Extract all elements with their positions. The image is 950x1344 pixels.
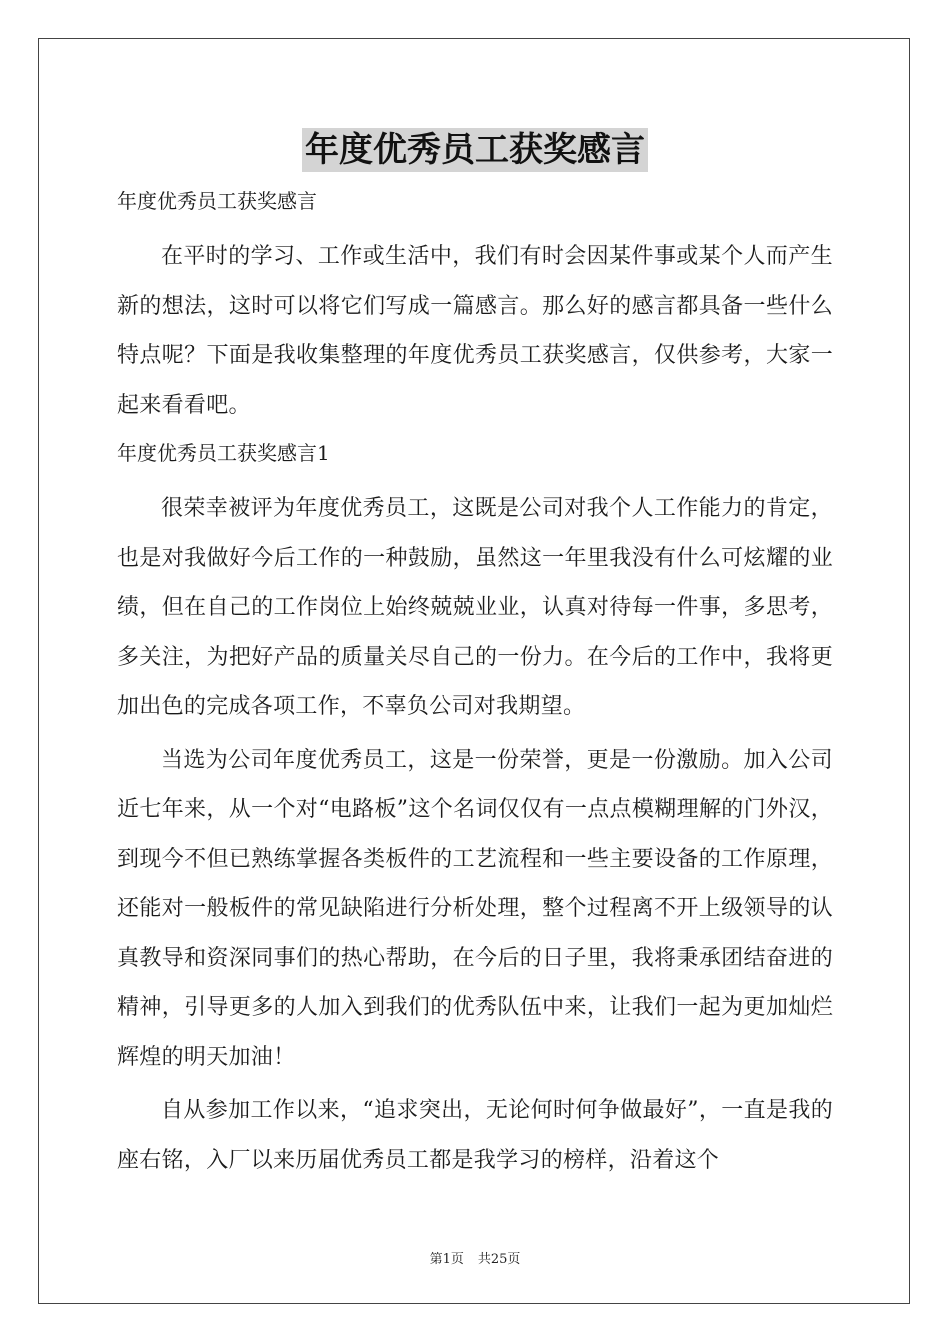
section-heading: 年度优秀员工获奖感言1 [117, 441, 330, 465]
page-number: 第1页 [429, 1252, 464, 1267]
page-footer [0, 1248, 950, 1267]
body-paragraph-3: 自从参加工作以来，“追求突出，无论何时何争做最好”，一直是我的座右铭，入厂以来历届优秀员工都是我学习的榜样，沿着这个 [117, 1098, 833, 1173]
document-subtitle: 年度优秀员工获奖感言 [117, 189, 317, 213]
body-paragraph-2: 当选为公司年度优秀员工，这是一份荣誉，更是一份激励。加入公司近七年来，从一个对“电路板”这个名词仅仅有一点点模糊理解的门外汉，到现今不但已熟练掌握各类板件的工艺流程和一些主要设备的工作原理，还能对一般板件的常见缺陷进行分析处理，整个过程离不开上级领导的认真教导和资深同事们的热心帮助，在今后的日子里，我将秉承团结奋进的精神，引导更多的人加入到我们的优秀队伍中来，让我们一起为更加灿烂辉煌的明天加油！ [117, 747, 833, 1070]
body-paragraph-1: 很荣幸被评为年度优秀员工，这既是公司对我个人工作能力的肯定，也是对我做好今后工作的一种鼓励，虽然这一年里我没有什么可炫耀的业绩，但在自己的工作岗位上始终兢兢业业，认真对待每一件事，多思考，多关注，为把好产品的质量关尽自己的一份力。在今后的工作中，我将更加出色的完成各项工作，不辜负公司对我期望。 [117, 496, 833, 719]
document-title-text: 年度优秀员工获奖感言 [302, 128, 648, 172]
document-title [0, 128, 950, 172]
document-body [117, 182, 833, 1189]
page-total: 共25页 [477, 1252, 521, 1267]
intro-paragraph: 在平时的学习、工作或生活中，我们有时会因某件事或某个人而产生新的想法，这时可以将它们写成一篇感言。那么好的感言都具备一些什么特点呢？下面是我收集整理的年度优秀员工获奖感言，仅供参考，大家一起来看看吧。 [117, 244, 833, 418]
